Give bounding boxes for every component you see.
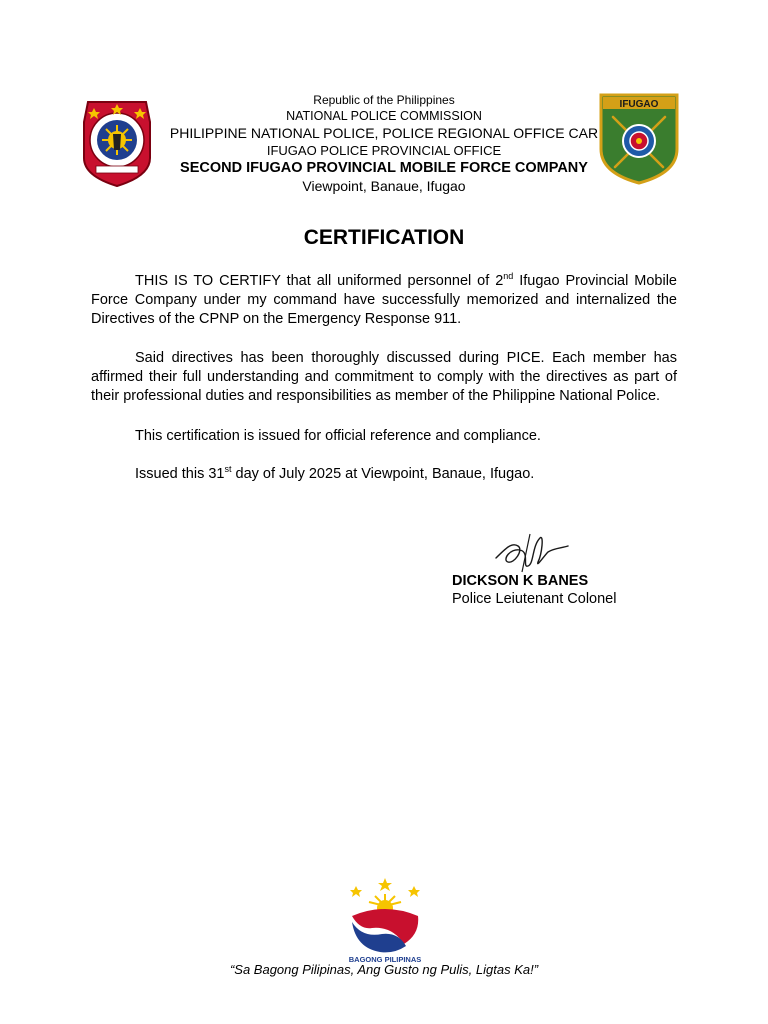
p1-superscript: nd (503, 271, 514, 282)
bagong-pilipinas-logo-icon (342, 876, 428, 964)
company-line: SECOND IFUGAO PROVINCIAL MOBILE FORCE COMPANY (180, 160, 588, 176)
p1-text-b: Ifugao Provincial Mobile Force Company under my command have successfully memorized and internalized the Directives of the CPNP on the Emergency Response 911. (91, 273, 677, 328)
paragraph-issued-for (91, 427, 677, 446)
signatory-block (452, 572, 616, 608)
bagong-pilipinas-label: BAGONG PILIPINAS (348, 955, 422, 964)
republic-line: Republic of the Philippines (313, 93, 455, 107)
provincial-office-line: IFUGAO POLICE PROVINCIAL OFFICE (266, 143, 502, 158)
p2-text: Said directives has been thoroughly discussed during PICE. Each member has affirmed their full understanding and commitment to comply with the directives as part of their professional duties and responsibilities as member of the Philippine National Police. (91, 350, 677, 405)
paragraph-issued-date (91, 465, 677, 484)
badge-banner-text: IFUGAO (619, 99, 659, 110)
letterhead (160, 92, 608, 195)
p4-text-b: day of July 2025 at Viewpoint, Banaue, Ifugao. (231, 466, 535, 482)
commission-line: NATIONAL POLICE COMMISSION (286, 109, 482, 123)
pnp-office-line: PHILIPPINE NATIONAL POLICE, POLICE REGIONAL OFFICE CAR (169, 125, 599, 141)
p4-superscript: st (224, 464, 232, 475)
ifugao-ppo-badge-icon (599, 93, 679, 185)
paragraph-certify (91, 272, 677, 330)
paragraph-discussed (91, 349, 677, 407)
p1-text-a: THIS IS TO CERTIFY that all uniformed personnel of 2 (135, 273, 504, 289)
p3-text: This certification is issued for official reference and compliance. (135, 428, 541, 444)
address-line: Viewpoint, Banaue, Ifugao (302, 178, 466, 194)
p4-text-a: Issued this 31 (135, 466, 225, 482)
signatory-name: DICKSON K BANES (452, 573, 589, 589)
signature-icon (492, 528, 572, 576)
footer-slogan: “Sa Bagong Pilipinas, Ang Gusto ng Pulis, Ligtas Ka!” (229, 962, 539, 977)
document-title: CERTIFICATION (303, 226, 465, 249)
signatory-rank: Police Leiutenant Colonel (452, 591, 617, 607)
pnp-seal-icon (80, 92, 154, 188)
